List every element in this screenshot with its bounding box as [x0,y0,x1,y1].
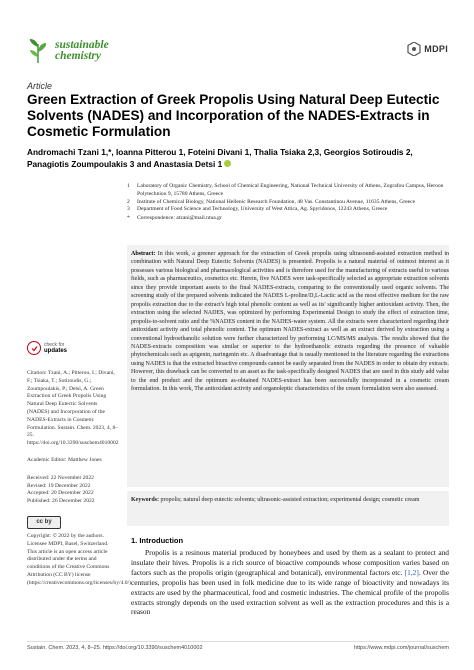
citation: Citation: Tzani, A.; Pitterou, I.; Divani, F.; Tsiaka, T.; Sotiroudis, G.; Zoumpoulakis, P.; Detsi, A. Green Extraction of Greek Propolis Using Natural Deep Eutectic Solvents (NADES) and Incorporation of the NADES-Extracts in Cosmetic Formulation. Sustain. Chem. 2023, 4, 8–25. https://doi.org/10.3390/suschem4010002 [27,370,119,447]
affiliation-number: 2 [127,198,130,205]
check-for-updates[interactable] [27,341,119,355]
footer-divider [27,641,449,642]
affiliation-text: Institute of Chemical Biology, National Hellenic Research Foundation, 48 Vas. Constantinou Avenue, 11635 Athens, Greece [137,198,416,205]
author-line-1: Andromachi Tzani 1,*, Ioanna Pitterou 1, Foteini Divani 1, Thalia Tsiaka 2,3, Georgios Sotiroudis 2, [27,147,413,157]
introduction-paragraph [131,548,449,617]
article-dates [27,475,119,506]
abstract-label: Abstract: [131,251,156,257]
license-badge-label: cc by [36,518,52,525]
author-line-2: Panagiotis Zoumpoulakis 3 and Anastasia Detsi 1 [27,158,223,169]
abstract [131,250,449,394]
check-updates-line1: check for [44,342,65,348]
article-type: Article [27,81,53,91]
journal-name-line2: chemistry [55,50,101,62]
mdpi-logo-icon [407,42,421,56]
affiliation-item [127,206,457,214]
keywords [131,496,449,504]
check-updates-icon [27,341,41,355]
sidebar [27,341,133,588]
affiliation-text: Laboratory of Organic Chemistry, School of Chemical Engineering, National Technical University of Athens, Zografou Campus, Heroon Polytechniou 9, 15780 Athens, Greece [137,183,444,197]
affiliation-number: * [127,215,130,222]
leaf-logo-icon [27,38,49,64]
citation-link[interactable]: [1,2] [404,567,419,577]
date-published: Published: 26 December 2022 [27,498,95,505]
footer-journal-url[interactable]: https://www.mdpi.com/journal/suschem [353,645,449,651]
journal-header [27,38,109,64]
affiliations [127,183,457,223]
date-accepted: Accepted: 20 December 2022 [27,490,94,497]
journal-name-line1: sustainable [55,39,109,51]
correspondence [127,215,457,223]
section-heading-introduction: 1. Introduction [131,536,184,545]
keywords-label: Keywords: [131,497,159,503]
publisher-logo [407,42,448,56]
affiliation-text: Department of Food Science and Technology, University of West Attica, Ag. Spyridonos, 12243 Athens, Greece [137,206,388,213]
abstract-text: In this work, a greener approach for the extraction of Greek propolis using ultrasound-assisted extraction method in combination with Natural Deep Eutectic Solvents (NADES) is presented. Propolis is a natural material of outmost interest as it possesses various biological and pharmacological activities and is therefore used for the manufacturing of extracts useful to various fields, such as pharmaceutics, cosmetics etc. Herein, five NADES were task-specifically selected as appropriate extraction solvents since they provide important assets to the final NADES-extracts, comparing to the conventionally used organic solvents. The screening study of the prepared solvents indicated the NADES L-proline/D,L-Lactic acid as the most effective medium for the raw propolis extraction due to the extract's high total phenolic content as well as its' significantly higher antioxidant activity. Then, the extraction using the selected NADES, was optimized by performing Experimental Design to study the effect of extraction time, propolis-to-solvent ratio and the %NADES content in the NADES-water system. All the extracts were characterized regarding their antioxidant activity and total phenolic content. The optimum NADES-extract as well as an extract derived by extraction using a conventional hydroethanolic solution were further characterized by performing LC/MS/MS analysis. The results showed that the NADES-extracts composition was similar or superior to the hydroethanolic extracts regarding the presence of valuable phytochemicals such as apigenin, naringenin etc. A disadvantage that is usually mentioned in the literature regarding the extractions using NADES is that the extracted bioactive compounds cannot be easily separated from the NADES in order to obtain dry extracts. However, this drawback can be converted to an asset as the task-specifically designed NADES that are used in this study add value to the end product and the optimum as-obtained NADES-extract has been successfully incorporated in a cosmetic cream formulation. In this work, The antioxidant activity and organoleptic characteristics of the cream formulation were also assessed. [131,251,450,393]
intro-text-1: Propolis is a resinous material produced by honeybees and used by them as a sealant to protect and insulate their hives. Propolis is a rich source of bioactive compounds whose composition varies based on factors such as the propolis origin (geographical and botanical), environmental factors etc. [131,548,449,577]
date-revised: Revised: 19 December 2022 [27,482,91,489]
date-received: Received: 22 November 2022 [27,474,94,481]
keywords-text: propolis; natural deep eutectic solvents; ultrasonic-assisted extraction; experimental design; cosmetic cream [160,497,420,503]
check-updates-line2: updates [44,348,68,354]
orcid-icon[interactable] [224,160,231,167]
check-updates-label [44,342,67,354]
affiliation-number: 3 [127,206,130,213]
journal-name [55,40,109,62]
intro-text-2: . Over the centuries, propolis has been used in folk medicine due to its wide range of bioactivity and nowadays its extracts are used by the pharmaceutical, food and cosmetic industries. The chemical profile of the propolis extracts strongly depends on the used extraction solvent as well as the extraction procedures and this is a reason [131,567,449,617]
correspondence-text: Correspondence: atzani@mail.ntua.gr [137,215,222,222]
academic-editor: Academic Editor: Matthew Jones [27,456,102,463]
footer-citation[interactable]: Sustain. Chem. 2023, 4, 8–25. https://doi.org/10.3390/suschem4010002 [27,645,203,651]
copyright-notice: Copyright: © 2022 by the authors. Licensee MDPI, Basel, Switzerland. This article is an open access article distributed under the terms and conditions of the Creative Commons Attribution (CC BY) license (https://creativecommons.org/licenses/by/4.0/). [27,532,133,586]
author-list [27,147,447,170]
paper-title: Green Extraction of Greek Propolis Using Natural Deep Eutectic Solvents (NADES) and Incorporation of the NADES-Extracts in Cosmetic Formulation [27,92,440,139]
affiliation-item [127,183,457,199]
cc-by-license-icon[interactable] [27,516,61,529]
publisher-name: MDPI [424,44,448,54]
affiliation-number: 1 [127,183,130,189]
